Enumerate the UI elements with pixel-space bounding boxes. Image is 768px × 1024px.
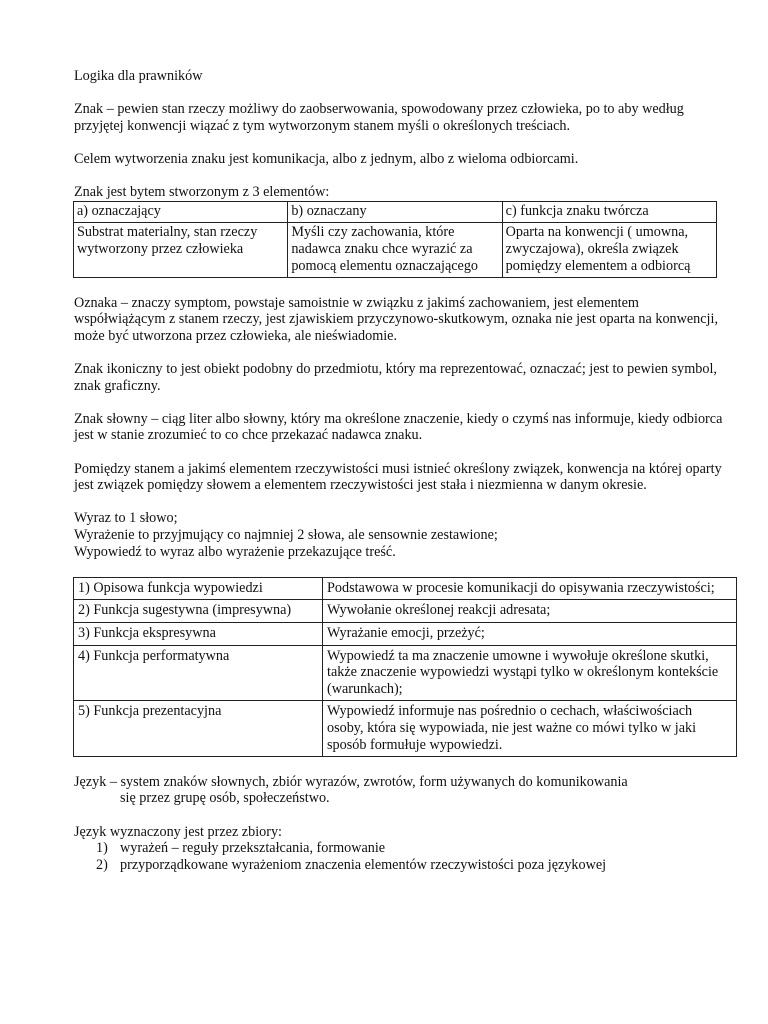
function-name-cell: 5) Funkcja prezentacyjna	[74, 701, 323, 757]
paragraph-znak-ikoniczny: Znak ikoniczny to jest obiekt podobny do przedmiotu, który ma reprezentować, oznaczać; jest to pewien symbol, znak graficzny.	[74, 361, 717, 394]
list-item	[74, 857, 724, 874]
list-item	[74, 840, 724, 857]
function-desc-cell: Wypowiedź ta ma znaczenie umowne i wywołuje określone skutki, także znaczenie wypowiedzi wystąpi tylko w określonym kontekście (warunkach);	[323, 645, 737, 701]
elements-cell: Substrat materialny, stan rzeczy wytworzony przez człowieka	[74, 223, 288, 278]
functions-table-row	[74, 701, 737, 757]
list-item-number: 1)	[96, 840, 108, 857]
function-desc-cell: Wywołanie określonej reakcji adresata;	[323, 600, 737, 623]
zbiory-list	[74, 840, 724, 873]
elements-header-cell: a) oznaczający	[74, 201, 288, 223]
function-desc-cell: Wyrażanie emocji, przeżyć;	[323, 623, 737, 646]
list-item-text: przyporządkowane wyrażeniom znaczenia elementów rzeczywistości poza językowej	[120, 856, 607, 873]
elements-table	[73, 201, 717, 278]
functions-table-row	[74, 600, 737, 623]
function-name-cell: 2) Funkcja sugestywna (impresywna)	[74, 600, 323, 623]
paragraph-znak-definition: Znak – pewien stan rzeczy możliwy do zaobserwowania, spowodowany przez człowieka, po to aby według przyjętej konwencji wiązać z tym wytworzonym stanem myśli o określonych treściach.	[74, 101, 684, 134]
elements-cell: Myśli czy zachowania, które nadawca znaku chce wyrazić za pomocą elementu oznaczającego	[288, 223, 502, 278]
paragraph-oznaka: Oznaka – znaczy symptom, powstaje samoistnie w związku z jakimś zachowaniem, jest elementem współwiążącym z stanem rzeczy, jest zjawiskiem przyczynowo-skutkowym, oznaka nie jest oparta na konwencji, może być utworzona przez człowieka, ale nieświadomie.	[74, 294, 718, 344]
elements-header-cell: c) funkcja znaku twórcza	[502, 201, 716, 223]
paragraph-elements-intro: Znak jest bytem stworzonym z 3 elementów:	[74, 184, 330, 201]
paragraph-pomiedzy: Pomiędzy stanem a jakimś elementem rzeczywistości musi istnieć określony związek, konwencja na której oparty jest związek pomiędzy słowem a elementem rzeczywistości jest stała i niezmienna w danym okresie.	[74, 460, 722, 494]
function-desc-cell: Wypowiedź informuje nas pośrednio o cechach, właściwościach osoby, która się wypowiada, nie jest ważne co mówi tylko w jaki sposób formułuje wypowiedzi.	[323, 701, 737, 757]
paragraph-znak-slowny: Znak słowny – ciąg liter albo słowny, który ma określone znaczenie, kiedy o czymś nas informuje, kiedy odbiorca jest w stanie zrozumieć to co chce przekazać nadawca znaku.	[74, 410, 723, 444]
paragraph-jezyk-zbiory: Język wyznaczony jest przez zbiory:	[74, 823, 282, 840]
functions-table	[73, 577, 737, 757]
jezyk-line-2: się przez grupę osób, społeczeństwo.	[120, 790, 330, 807]
line-wypowiedz: Wypowiedź to wyraz albo wyrażenie przekazujące treść.	[74, 543, 396, 560]
function-desc-cell: Podstawowa w procesie komunikacji do opisywania rzeczywistości;	[323, 577, 737, 600]
list-item-text: wyrażeń – reguły przekształcania, formowanie	[120, 840, 386, 857]
elements-table-row	[74, 223, 717, 278]
document-title: Logika dla prawników	[74, 68, 203, 84]
function-name-cell: 4) Funkcja performatywna	[74, 645, 323, 701]
functions-table-row	[74, 623, 737, 646]
elements-table-header-row	[74, 201, 717, 223]
elements-cell: Oparta na konwencji ( umowna, zwyczajowa), określa związek pomiędzy elementem a odbiorcą	[502, 223, 716, 278]
paragraph-cel: Celem wytworzenia znaku jest komunikacja, albo z jednym, albo z wieloma odbiorcami.	[74, 150, 579, 167]
line-wyrazenie: Wyrażenie to przyjmujący co najmniej 2 słowa, ale sensownie zestawione;	[74, 527, 498, 544]
paragraph-jezyk	[74, 774, 724, 807]
functions-table-row	[74, 645, 737, 701]
function-name-cell: 3) Funkcja ekspresywna	[74, 623, 323, 646]
elements-header-cell: b) oznaczany	[288, 201, 502, 223]
function-name-cell: 1) Opisowa funkcja wypowiedzi	[74, 577, 323, 600]
line-wyraz: Wyraz to 1 słowo;	[74, 510, 178, 527]
list-item-number: 2)	[96, 856, 108, 873]
document-body	[74, 68, 724, 873]
functions-table-row	[74, 577, 737, 600]
jezyk-line-1: Język – system znaków słownych, zbiór wyrazów, zwrotów, form używanych do komunikowania	[74, 773, 628, 790]
